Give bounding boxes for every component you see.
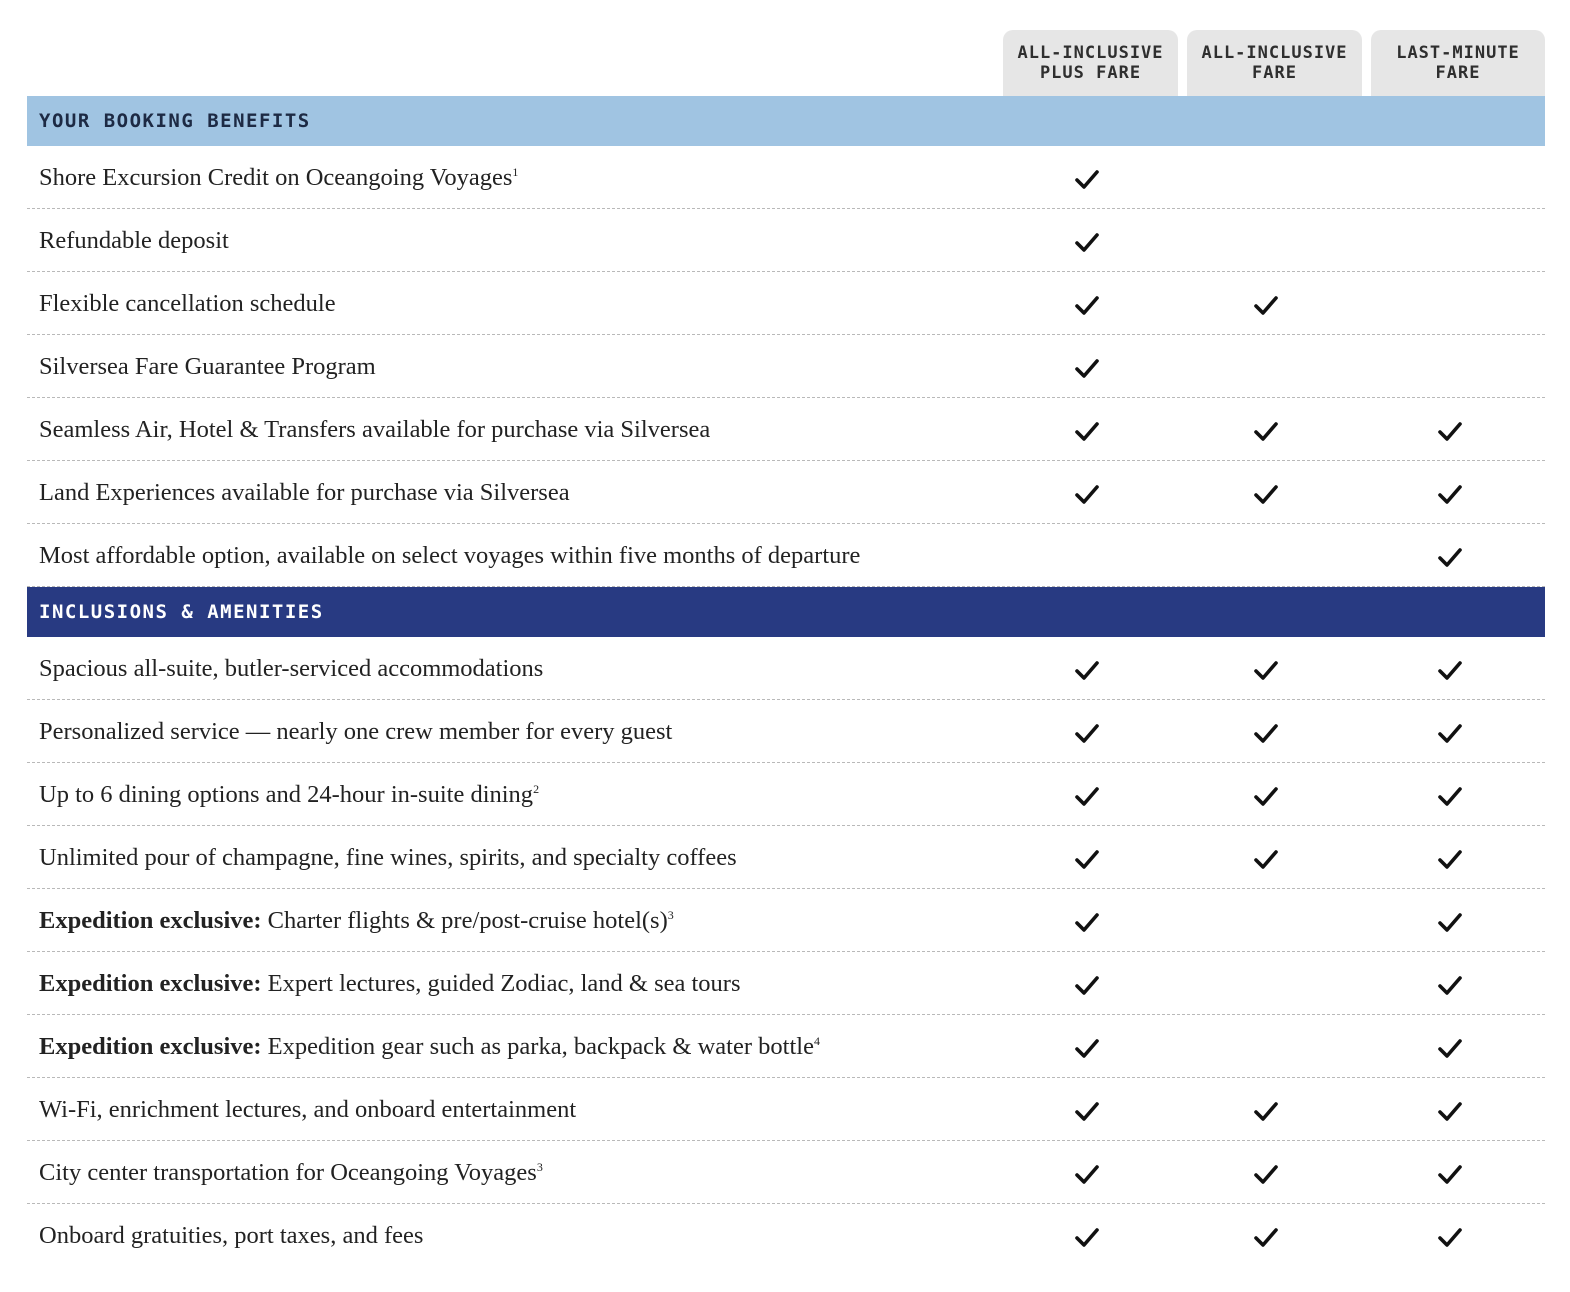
checkmark-icon-last-minute [1438,1037,1462,1059]
checkmark-icon-all-inclusive-plus [1075,1163,1099,1185]
table-row [27,1078,1545,1141]
checkmark-icon-all-inclusive [1254,483,1278,505]
checkmark-icon-all-inclusive [1254,294,1278,316]
row-label [39,1015,820,1078]
checkmark-icon-all-inclusive-plus [1075,911,1099,933]
row-label-text: Silversea Fare Guarantee Program [39,353,376,380]
row-label [39,272,336,335]
table-row [27,524,1545,587]
row-label [39,1141,543,1204]
table-row [27,1204,1545,1267]
checkmark-icon-all-inclusive [1254,848,1278,870]
table-row [27,1141,1545,1204]
checkmark-icon-all-inclusive-plus [1075,1226,1099,1248]
table-row [27,700,1545,763]
fare-header-all-inclusive-plus: ALL-INCLUSIVE PLUS FARE [1003,30,1178,96]
row-label [39,1204,423,1267]
checkmark-icon-last-minute [1438,420,1462,442]
footnote-marker: 3 [536,1159,543,1174]
comparison-table [27,96,1545,1267]
checkmark-icon-all-inclusive [1254,420,1278,442]
checkmark-icon-last-minute [1438,1163,1462,1185]
row-label-text: Most affordable option, available on select voyages within five months of departure [39,542,861,569]
table-row [27,637,1545,700]
row-label-text: Unlimited pour of champagne, fine wines, spirits, and specialty coffees [39,844,737,871]
table-row [27,1015,1545,1078]
row-label [39,524,860,587]
table-row [27,398,1545,461]
section-header: INCLUSIONS & AMENITIES [27,587,1545,637]
table-row [27,209,1545,272]
row-label [39,700,672,763]
checkmark-icon-all-inclusive [1254,659,1278,681]
section-header: YOUR BOOKING BENEFITS [27,96,1545,146]
row-label [39,335,376,398]
row-label-text: Up to 6 dining options and 24-hour in-suite dining [39,781,534,808]
footnote-marker: 1 [512,164,519,179]
checkmark-icon-all-inclusive-plus [1075,357,1099,379]
footnote-marker: 2 [533,781,540,796]
row-label-text: Flexible cancellation schedule [39,290,336,317]
row-label-text: Refundable deposit [39,227,229,254]
row-label-text: City center transportation for Oceangoing Voyages [39,1159,537,1186]
checkmark-icon-all-inclusive [1254,785,1278,807]
row-label-text: Wi-Fi, enrichment lectures, and onboard entertainment [39,1096,577,1123]
row-label-emphasis: Expedition exclusive: [39,907,262,934]
row-label [39,461,570,524]
row-label [39,209,229,272]
checkmark-icon-all-inclusive [1254,722,1278,744]
row-label-text: Onboard gratuities, port taxes, and fees [39,1222,424,1249]
checkmark-icon-last-minute [1438,848,1462,870]
row-label-emphasis: Expedition exclusive: [39,1033,262,1060]
row-label [39,889,674,952]
row-label [39,952,741,1015]
checkmark-icon-all-inclusive-plus [1075,168,1099,190]
row-label [39,146,518,209]
row-label [39,826,737,889]
checkmark-icon-last-minute [1438,546,1462,568]
checkmark-icon-all-inclusive-plus [1075,848,1099,870]
row-label-text: Personalized service — nearly one crew member for every guest [39,718,673,745]
footnote-marker: 4 [813,1033,820,1048]
row-label [39,637,543,700]
row-label [39,1078,576,1141]
row-label-text: Spacious all-suite, butler-serviced accommodations [39,655,544,682]
checkmark-icon-all-inclusive-plus [1075,659,1099,681]
row-label-text: Expert lectures, guided Zodiac, land & sea tours [261,970,741,997]
checkmark-icon-last-minute [1438,974,1462,996]
checkmark-icon-all-inclusive [1254,1226,1278,1248]
row-label-text: Charter flights & pre/post-cruise hotel(s) [261,907,668,934]
row-label-text: Land Experiences available for purchase via Silversea [39,479,570,506]
checkmark-icon-all-inclusive [1254,1163,1278,1185]
checkmark-icon-all-inclusive-plus [1075,1037,1099,1059]
row-label [39,763,539,826]
table-row [27,146,1545,209]
checkmark-icon-last-minute [1438,785,1462,807]
checkmark-icon-last-minute [1438,722,1462,744]
table-row [27,826,1545,889]
checkmark-icon-all-inclusive-plus [1075,974,1099,996]
table-row [27,763,1545,826]
table-row [27,272,1545,335]
checkmark-icon-last-minute [1438,659,1462,681]
checkmark-icon-all-inclusive-plus [1075,722,1099,744]
table-row [27,889,1545,952]
checkmark-icon-last-minute [1438,1226,1462,1248]
row-label-text: Seamless Air, Hotel & Transfers available for purchase via Silversea [39,416,711,443]
fare-header-all-inclusive: ALL-INCLUSIVE FARE [1187,30,1362,96]
fare-header-last-minute: LAST-MINUTE FARE [1371,30,1545,96]
checkmark-icon-all-inclusive-plus [1075,483,1099,505]
checkmark-icon-all-inclusive-plus [1075,294,1099,316]
table-row [27,952,1545,1015]
row-label [39,398,710,461]
row-label-emphasis: Expedition exclusive: [39,970,262,997]
checkmark-icon-all-inclusive-plus [1075,231,1099,253]
checkmark-icon-last-minute [1438,911,1462,933]
row-label-text: Shore Excursion Credit on Oceangoing Voyages [39,164,513,191]
row-label-text: Expedition gear such as parka, backpack & water bottle [261,1033,814,1060]
table-row [27,335,1545,398]
table-row [27,461,1545,524]
footnote-marker: 3 [667,907,674,922]
checkmark-icon-last-minute [1438,483,1462,505]
checkmark-icon-all-inclusive-plus [1075,1100,1099,1122]
checkmark-icon-last-minute [1438,1100,1462,1122]
checkmark-icon-all-inclusive-plus [1075,785,1099,807]
checkmark-icon-all-inclusive [1254,1100,1278,1122]
checkmark-icon-all-inclusive-plus [1075,420,1099,442]
